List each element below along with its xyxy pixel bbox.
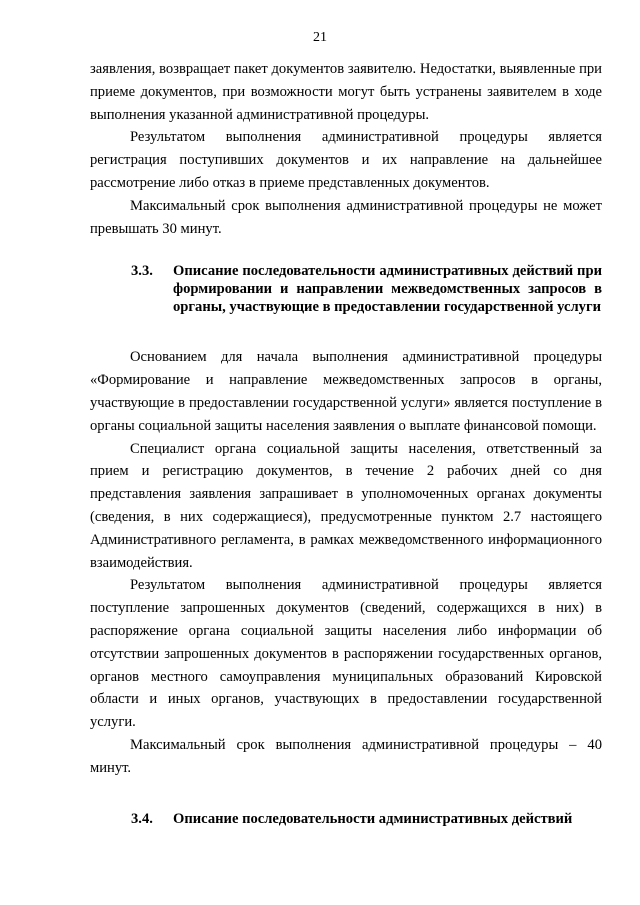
paragraph-specialist: Специалист органа социальной защиты населения, ответственный за прием и регистрацию документов, в течение 2 рабочих дней со дня представления заявления запрашивает в уполномоченных органах документы (сведения, в них содержащиеся), предусмотренные пунктом 2.7 настоящего Административного регламента, в рамках межведомственного информационного взаимодействия. [90,440,602,571]
page-number: 21 [313,30,327,45]
section-title: Описание последовательности административных действий [173,810,573,827]
section-title: Описание последовательности административных действий при формировании и направлении межведомственных запросов в органы, участвующие в предоставлении государственной услуги [173,263,602,316]
paragraph-result-documents: Результатом выполнения административной процедуры является поступление запрошенных документов (сведений, содержащихся в них) в распоряжение органа социальной защиты населения либо информации об отсутствии запрошенных документов в распоряжении государственных органов, органов местного самоуправления муниципальных образований Кировской области и иных органов, участвующих в предоставлении государственной услуги. [90,577,602,731]
document-body [90,58,602,828]
section-number: 3.3. [131,263,153,280]
paragraph-basis: Основанием для начала выполнения административной процедуры «Формирование и направление межведомственных запросов в органы, участвующие в предоставлении государственной услуги» является поступление в органы социальной защиты населения заявления о выплате финансовой помощи. [90,349,602,434]
section-number: 3.4. [131,810,153,827]
paragraph-result-registration: Результатом выполнения административной процедуры является регистрация поступивших документов и их направление на дальнейшее рассмотрение либо отказ в приеме представленных документов. [90,129,602,191]
paragraph-continuation: заявления, возвращает пакет документов заявителю. Недостатки, выявленные при приеме документов, при возможности могут быть устранены заявителем в ходе выполнения указанной административной процедуры. [90,61,602,123]
paragraph-max-time-40: Максимальный срок выполнения административной процедуры – 40 минут. [90,736,602,776]
section-heading-3-3 [131,262,602,316]
paragraph-max-time-30: Максимальный срок выполнения административной процедуры не может превышать 30 минут. [90,197,602,237]
section-heading-3-4 [131,810,602,828]
